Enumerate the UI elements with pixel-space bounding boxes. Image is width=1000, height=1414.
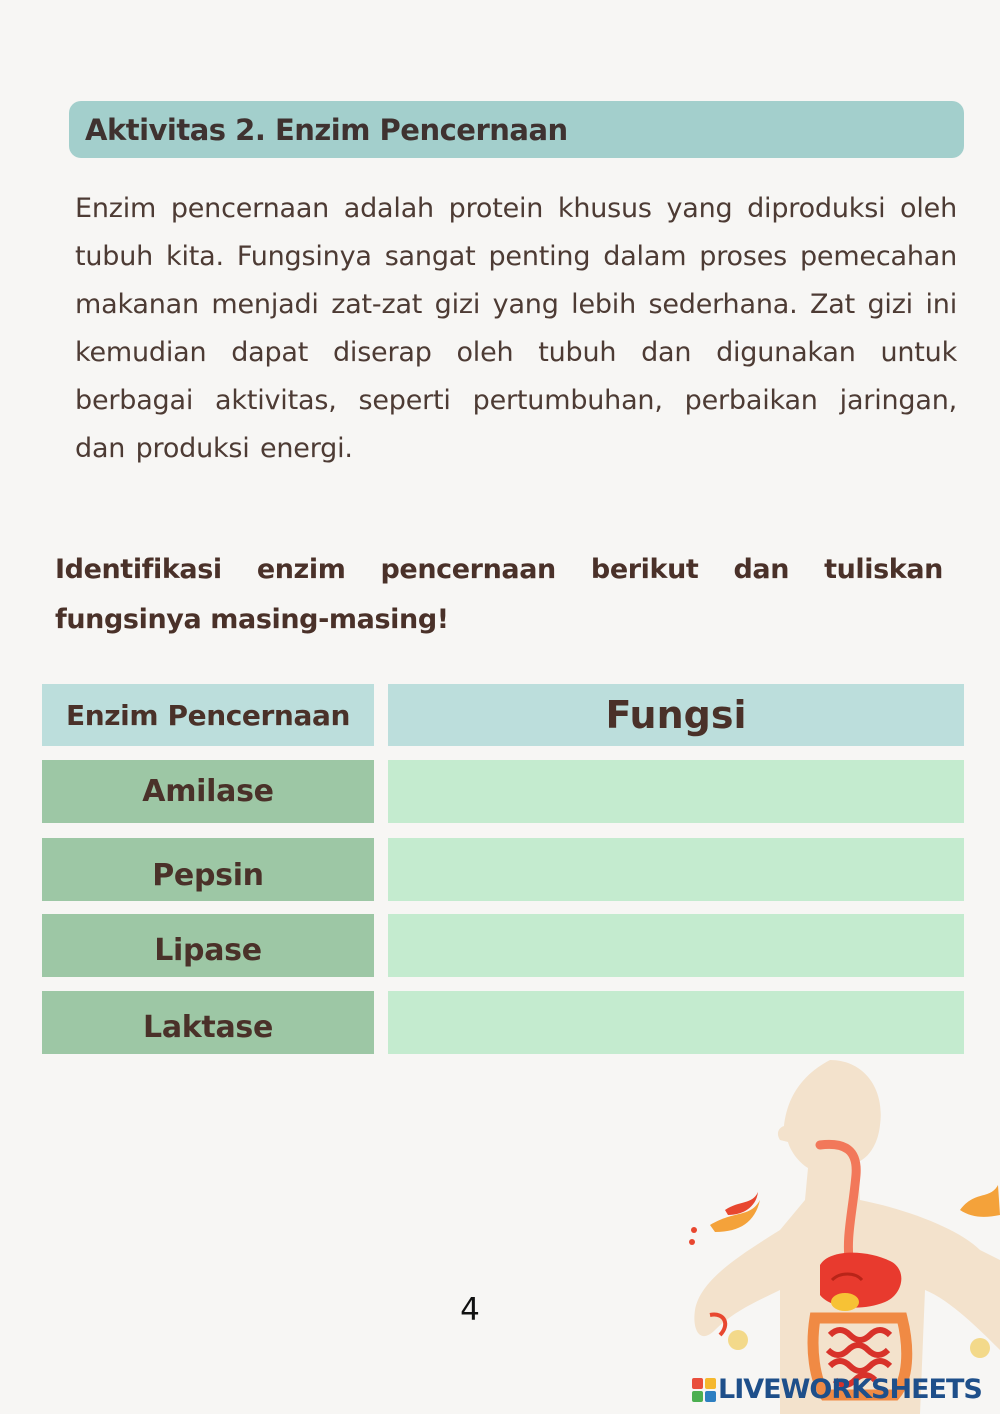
- answer-field-amilase[interactable]: [388, 760, 964, 823]
- enzyme-cell-laktase: Laktase: [42, 991, 374, 1054]
- liveworksheets-brand: [692, 1374, 982, 1405]
- digestive-system-illustration-icon: [680, 1050, 1000, 1414]
- enzyme-cell-amilase: Amilase: [42, 760, 374, 823]
- answer-field-laktase[interactable]: [388, 991, 964, 1054]
- brand-name: LIVEWORKSHEETS: [718, 1374, 982, 1405]
- intro-paragraph: Enzim pencernaan adalah protein khusus yang diproduksi oleh tubuh kita. Fungsinya sangat penting dalam proses pemecahan makanan menjadi zat-zat gizi yang lebih sederhana. Zat gizi ini kemudian dapat diserap oleh tubuh dan digunakan untuk berbagai aktivitas, seperti pertumbuhan, perbaikan jaringan, dan produksi energi.: [75, 193, 957, 464]
- instruction-text: Identifikasi enzim pencernaan berikut dan tuliskan fungsinya masing-masing!: [55, 554, 943, 635]
- enzyme-cell-pepsin: Pepsin: [42, 838, 374, 901]
- header-function: Fungsi: [388, 684, 964, 746]
- answer-field-lipase[interactable]: [388, 914, 964, 977]
- header-enzyme: Enzim Pencernaan: [42, 684, 374, 746]
- liveworksheets-logo-icon: [692, 1378, 716, 1402]
- activity-title: Aktivitas 2. Enzim Pencernaan: [85, 112, 568, 147]
- page-number: 4: [460, 1292, 480, 1328]
- activity-title-bar: [69, 101, 964, 158]
- answer-field-pepsin[interactable]: [388, 838, 964, 901]
- enzyme-cell-lipase: Lipase: [42, 914, 374, 977]
